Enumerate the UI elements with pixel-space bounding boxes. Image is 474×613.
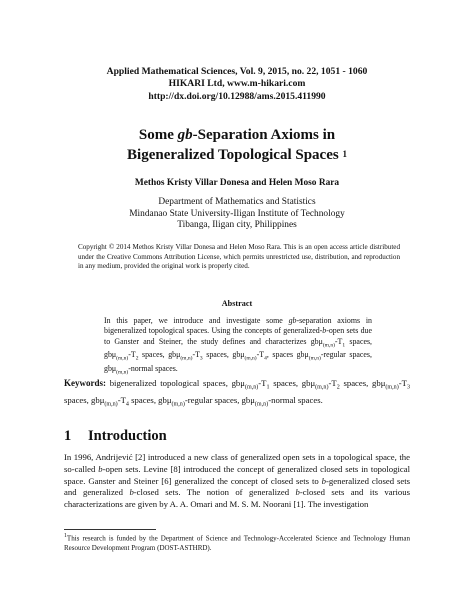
keywords: Keywords: bigeneralized topological spaces, $gb\mu_{(m,n)}-T_1$ spaces, $gb\mu_{(m,n)}-T_2$ spaces, $gb\mu_{(m,n)}-T_3$ spaces, $gb\mu_{(m,n)}-T_4$ spaces, gbμ$_{(m,n)}$-regular spaces, gbμ$_{(m,n)}$-normal spaces. bbox=[64, 378, 410, 408]
affiliation-department: Department of Mathematics and Statistics bbox=[158, 197, 316, 207]
doi-line: http://dx.doi.org/10.12988/ams.2015.411990 bbox=[148, 90, 326, 102]
journal-header bbox=[40, 66, 434, 103]
title-footnote-mark: 1 bbox=[342, 149, 347, 159]
footnote-text: This research is funded by the Department of Science and Technology-Accelerated Science and Technology Human Resource Development Program (DOST-ASTHRD). bbox=[64, 534, 410, 552]
copyright-notice: Copyright © 2014 Methos Kristy Villar Donesa and Helen Moso Rara. This is an open access article distributed under the Creative Commons Attribution License, which permits unrestricted use, distribution, and reproduction in any medium, provided the original work is properly cited. bbox=[78, 243, 400, 271]
affiliation-university: Mindanao State University-Iligan Institute of Technology bbox=[129, 208, 345, 219]
title-line-1: Some gb-Separation Axioms in bbox=[138, 127, 336, 143]
keywords-label: Keywords: bbox=[64, 378, 106, 388]
paper-title bbox=[30, 125, 444, 165]
title-line-2: Bigeneralized Topological Spaces $^1$ bbox=[127, 147, 347, 163]
affiliation bbox=[30, 197, 444, 232]
footnote-mark: 1 bbox=[64, 533, 67, 539]
abstract-heading: Abstract bbox=[221, 299, 253, 308]
affiliation-address: Tibanga, Iligan city, Philippines bbox=[177, 220, 297, 231]
introduction-paragraph: In 1996, Andrijević [2] introduced a new class of generalized open sets in a topological space, the so-called b-open sets. Levine [8] introduced the concept of generalized closed sets in topological space. Ganster and Steiner [6] generalized the concept of closed sets to b-generalized closed sets and generalized b-closed sets. The notion of generalized b-closed sets and its various characterizations are given by A. A. Omari and M. S. M. Noorani [1]. The investigation bbox=[64, 452, 411, 510]
abstract-text: In this paper, we introduce and investigate some gb-separation axioms in bigeneralized topological spaces. Using the concepts of generalized-b-open sets due to Ganster and Steiner, the study defines and characterizes $gb\mu_{(m,n)}-T_1$ spaces, $gb\mu_{(m,n)}-T_2$ spaces, $gb\mu_{(m,n)}-T_3$ spaces, $gb\mu_{(m,n)}-T_4$, spaces gbμ$_{(m,n)}$-regular spaces, gbμ$_{(m,n)}$-normal spaces. bbox=[104, 316, 372, 376]
publisher-line: HIKARI Ltd, www.m-hikari.com bbox=[168, 78, 306, 90]
section-title: Introduction bbox=[88, 428, 167, 444]
footnote-divider bbox=[64, 529, 156, 530]
authors: Methos Kristy Villar Donesa and Helen Moso Rara bbox=[134, 178, 340, 188]
section-heading-introduction bbox=[64, 428, 167, 445]
section-number: 1 bbox=[64, 428, 72, 444]
journal-line: Applied Mathematical Sciences, Vol. 9, 2015, no. 22, 1051 - 1060 bbox=[106, 66, 368, 77]
footnote bbox=[64, 532, 410, 553]
